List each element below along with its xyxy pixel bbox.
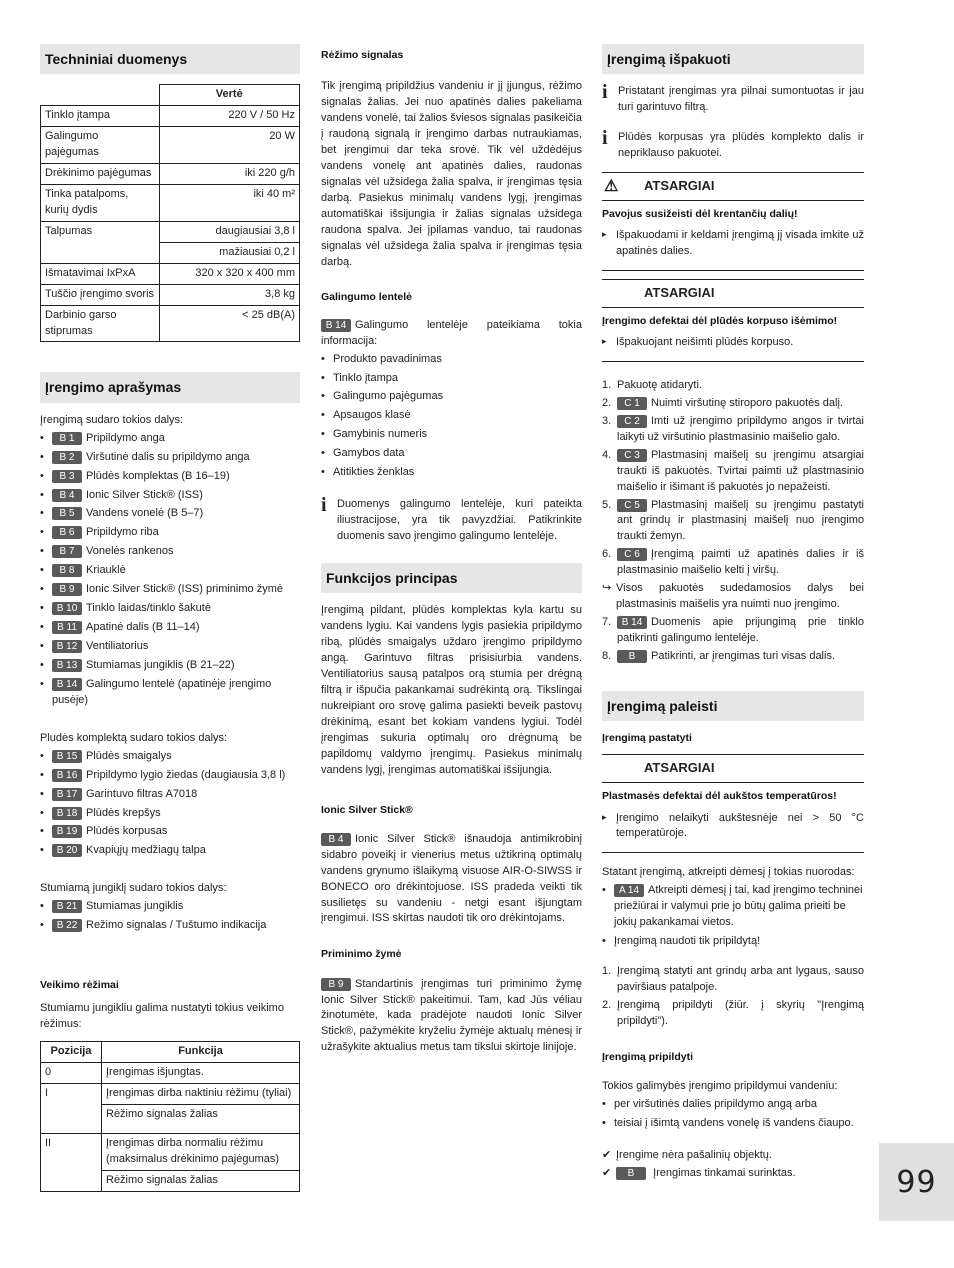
figure-tag: B 19 xyxy=(52,825,82,838)
page-number-box xyxy=(879,1143,954,1221)
step-text: Įrengimą paimti už apatinės dalies ir iš plastmasinio maišelio kelti į viršų. xyxy=(617,548,864,577)
step-number: 1. xyxy=(602,965,612,978)
desc-intro: Stumiamą jungiklį sudaro tokios dalys: xyxy=(40,882,227,895)
caution-subtitle: Įrengimo defektai dėl plūdės korpuso išėmimo! xyxy=(602,314,838,327)
fill-title: Įrengimą pripildyti xyxy=(602,1050,694,1063)
figure-tag: C 2 xyxy=(617,415,647,428)
modes-intro: Stumiamu jungikliu galima nustatyti tokius veikimo rėžimus: xyxy=(40,1002,284,1031)
step-number: 4. xyxy=(602,448,612,461)
list-item-text: Stumiamas jungiklis xyxy=(86,900,184,913)
list-item-text: Režimo signalas / Tuštumo indikacija xyxy=(86,919,267,932)
figure-tag: C 1 xyxy=(617,397,647,410)
list-item xyxy=(40,431,300,447)
desc-intro: Pludės komplektą sudaro tokios dalys: xyxy=(40,731,228,744)
list-item-text: Pripildymo anga xyxy=(86,431,165,444)
list-item xyxy=(321,352,582,368)
list-item xyxy=(40,601,300,617)
figure-tag: B 14 xyxy=(617,616,647,629)
plate-title: Galingumo lentelė xyxy=(321,291,413,304)
list-item-text: Tinklo laidas/tinklo šakutė xyxy=(86,602,211,615)
check-text: Įrengimas tinkamai surinktas. xyxy=(653,1166,796,1179)
tech-value: 3,8 kg xyxy=(159,284,300,305)
list-item xyxy=(602,883,864,931)
column-left xyxy=(40,44,300,1192)
list-item-text: Ionic Silver Stick® (ISS) xyxy=(86,488,203,501)
step-item xyxy=(602,964,864,996)
caution-list xyxy=(602,228,864,260)
figure-tag: B 12 xyxy=(52,640,82,653)
step-item xyxy=(602,498,864,546)
caution-list xyxy=(602,811,864,843)
tech-value: < 25 dB(A) xyxy=(159,305,300,342)
list-item-text: Produkto pavadinimas xyxy=(333,352,442,365)
list-item-text: Gamybos data xyxy=(333,447,405,460)
modes-table xyxy=(40,1041,300,1192)
list-item-text: Tinklo įtampa xyxy=(333,371,399,384)
step-text: Patikrinti, ar įrengimas turi visas dalis. xyxy=(651,649,836,662)
mode-func: Rėžimo signalas žalias xyxy=(102,1105,300,1134)
figure-tag: B 2 xyxy=(52,451,82,464)
list-item-text: Ventiliatorius xyxy=(86,640,149,653)
list-item xyxy=(321,446,582,462)
list-item-text: Vonelės rankenos xyxy=(86,545,174,558)
fill-intro: Tokios galimybės įrengimo pripildymui vandeniu: xyxy=(602,1080,838,1093)
tech-label: Tinka patalpoms, kurių dydis xyxy=(41,184,160,221)
step-number: 7. xyxy=(602,616,612,629)
signal-title: Rėžimo signalas xyxy=(321,49,404,61)
info-note xyxy=(321,494,582,545)
list-item-text: Viršutinė dalis su pripildymo anga xyxy=(86,450,250,463)
list-item xyxy=(40,620,300,636)
figure-tag: B 9 xyxy=(321,978,351,991)
step-item xyxy=(602,396,864,412)
place-steps xyxy=(602,964,864,1030)
figure-tag: B 17 xyxy=(52,788,82,801)
column-middle xyxy=(321,44,582,1064)
warning-triangle-icon: ⚠ xyxy=(604,178,619,196)
parts-list xyxy=(40,431,300,709)
step-item xyxy=(602,649,864,665)
list-item-text: Galingumo lentelė (apatinėje įrengimo pusėje) xyxy=(52,677,272,706)
figure-tag: B 13 xyxy=(52,659,82,672)
list-item xyxy=(40,768,300,784)
list-item-text: Apatinė dalis (B 11–14) xyxy=(86,621,200,634)
rem-title: Priminimo žymė xyxy=(321,948,402,961)
list-item-text: Gamybinis numeris xyxy=(333,428,428,441)
tech-label: Tuščio įrengimo svoris xyxy=(41,284,160,305)
caution-subtitle: Plastmasės defektai dėl aukštos temperatūros! xyxy=(602,790,837,803)
modes-col-header: Funkcija xyxy=(102,1042,300,1063)
info-text: Pristatant įrengimas yra pilnai sumontuotas ir jau turi garintuvo filtrą. xyxy=(618,85,864,114)
figure-tag: B 8 xyxy=(52,564,82,577)
caution-header xyxy=(602,173,864,201)
figure-tag: B 16 xyxy=(52,769,82,782)
check-text: Įrengime nėra pašalinių objektų. xyxy=(616,1148,772,1161)
info-icon: i xyxy=(602,81,608,104)
tech-value: 320 x 320 x 400 mm xyxy=(159,263,300,284)
mode-pos: I xyxy=(41,1084,102,1134)
figure-tag: A 14 xyxy=(614,884,644,897)
unpack-steps xyxy=(602,378,864,579)
tech-label: Darbinio garso stiprumas xyxy=(41,305,160,342)
caution-item: ▸ Išpakuojant neišimti plūdės korpuso. xyxy=(602,335,864,351)
figure-tag: B 21 xyxy=(52,900,82,913)
tech-value: mažiausiai 0,2 l xyxy=(159,242,300,263)
list-item xyxy=(321,389,582,405)
tech-value: daugiausiai 3,8 l xyxy=(159,221,300,242)
place-title: Įrengimą pastatyti xyxy=(602,732,692,745)
tech-label: Galingumo pajėgumas xyxy=(41,127,160,164)
desc-heading: Įrengimo aprašymas xyxy=(40,372,300,402)
info-icon: i xyxy=(321,494,327,517)
figure-tag: B 18 xyxy=(52,807,82,820)
steps-result: ↪ Visos pakuotės sudedamosios dalys bei plastmasinis maišelis yra nuimti nuo įrengimo. xyxy=(602,581,864,613)
list-item-text: Plūdės smaigalys xyxy=(86,749,172,762)
list-item xyxy=(602,1116,864,1132)
caution-box xyxy=(602,754,864,853)
figure-tag: B 1 xyxy=(52,432,82,445)
list-item xyxy=(40,899,300,915)
caution-item: ▸ Įrengimo nelaikyti aukštesnėje nei > 50 °C temperatūroje. xyxy=(602,811,864,843)
unpack-heading: Įrengimą išpakuoti xyxy=(602,44,864,74)
list-item xyxy=(40,658,300,674)
step-number: 2. xyxy=(602,396,612,409)
place-list xyxy=(602,883,864,950)
func-heading: Funkcijos principas xyxy=(321,563,582,593)
step-item xyxy=(602,378,864,394)
figure-tag: B 14 xyxy=(321,319,351,332)
page-number: 99 xyxy=(896,1165,937,1200)
figure-tag: B 5 xyxy=(52,507,82,520)
figure-tag: B 22 xyxy=(52,919,82,932)
figure-tag: B 7 xyxy=(52,545,82,558)
list-item xyxy=(40,582,300,598)
figure-tag: B 10 xyxy=(52,602,82,615)
caution-header xyxy=(602,280,864,308)
parts-list xyxy=(40,749,300,860)
step-item xyxy=(602,998,864,1030)
step-item xyxy=(602,414,864,446)
figure-tag: B 4 xyxy=(52,489,82,502)
tech-value-header: Vertė xyxy=(159,85,300,106)
rem-text xyxy=(321,977,582,1057)
modes-col-header: Pozicija xyxy=(41,1042,102,1063)
list-item xyxy=(40,488,300,504)
tech-value: iki 220 g/h xyxy=(159,164,300,185)
step-number: 8. xyxy=(602,649,612,662)
mode-func: Įrengimas išjungtas. xyxy=(102,1063,300,1084)
list-item xyxy=(40,639,300,655)
mode-func: Rėžimo signalas žalias xyxy=(102,1170,300,1191)
figure-tag: B 6 xyxy=(52,526,82,539)
list-item-text: Kriauklė xyxy=(86,564,126,577)
figure-tag: B xyxy=(617,650,647,663)
figure-tag: B 4 xyxy=(321,833,351,846)
list-item xyxy=(40,677,300,709)
plate-text-body: Galingumo lentelėje pateikiama tokia informacija: xyxy=(321,318,582,347)
step-item xyxy=(602,448,864,496)
info-note xyxy=(602,81,864,116)
plate-text xyxy=(321,318,582,350)
list-item xyxy=(321,465,582,481)
iss-text-body: Ionic Silver Stick® išnaudoja antimikrobinį sidabro poveikį ir vienerius metus užtikriną optimalų vandens grynumo išlaikymą visuose AIR-O-SIWSS ir BONECO oro drėkintojuose. ISS pradeda veikti tik susilietęs su vandeniu - netgi esant išjungtam įrengimui. ISS skirtas naudoti tik oro drėkintojams. xyxy=(321,832,582,925)
list-item-text: Apsaugos klasė xyxy=(333,409,411,422)
list-item-text: Kvapiųjų medžiagų talpa xyxy=(86,844,206,857)
list-item-text: Plūdės krepšys xyxy=(86,806,161,819)
tech-label: Tinklo įtampa xyxy=(41,106,160,127)
list-item-text: Garintuvo filtras A7018 xyxy=(86,787,198,800)
list-item xyxy=(40,544,300,560)
list-item xyxy=(40,525,300,541)
step-text: Pakuotę atidaryti. xyxy=(617,378,702,391)
figure-tag: B xyxy=(616,1167,646,1180)
tech-label: Išmatavimai IxPxA xyxy=(41,263,160,284)
figure-tag: C 3 xyxy=(617,449,647,462)
list-item-text: Įrengimą naudoti tik pripildytą! xyxy=(614,935,761,948)
list-item xyxy=(40,824,300,840)
place-intro: Statant įrengimą, atkreipti dėmesį į tokias nuorodas: xyxy=(602,866,855,879)
tech-value: iki 40 m² xyxy=(159,184,300,221)
list-item-text: Vandens vonelė (B 5–7) xyxy=(86,507,204,520)
figure-tag: C 6 xyxy=(617,548,647,561)
caution-title: ATSARGIAI xyxy=(644,760,715,776)
step-text: Plastmasinį maišelį su įrengimu atsargiai traukti iš pakuotės. Tvirtai paimti už plastmasinio maišelio ir išimant iš pakuotės jo nepažeisti. xyxy=(617,448,864,493)
step-item xyxy=(602,615,864,647)
list-item xyxy=(40,469,300,485)
step-text: Įrengimą pripildyti (žiūr. į skyrių "Įrengimą pripildyti"). xyxy=(617,998,864,1027)
list-item-text: teisiai į išimtą vandens vonelę iš vandens čiaupo. xyxy=(614,1116,854,1129)
tech-value: 220 V / 50 Hz xyxy=(159,106,300,127)
list-item-text: Plūdės komplektas (B 16–19) xyxy=(86,469,230,482)
list-item xyxy=(321,371,582,387)
caution-subtitle: Pavojus susižeisti dėl krentančių dalių! xyxy=(602,207,798,220)
fill-list xyxy=(602,1097,864,1132)
figure-tag: B 11 xyxy=(52,621,82,634)
list-item xyxy=(321,427,582,443)
caution-title: ATSARGIAI xyxy=(644,178,715,194)
list-item xyxy=(602,934,864,950)
list-item xyxy=(40,749,300,765)
caution-title: ATSARGIAI xyxy=(644,284,715,300)
info-note xyxy=(602,127,864,162)
info-text: Duomenys galingumo lentelėje, kuri pateikta iliustracijose, yra tik pavyzdžiai. Patikrinkite duomenis savo įrengimo galingumo lentelėje. xyxy=(337,498,582,542)
step-text: Plastmasinį maišelį su įrengimu pastatyti ant grindų ir plastmasinį maišelį nuo įrengimo traukti žemyn. xyxy=(617,498,864,543)
step-text: Įrengimą statyti ant grindų arba ant lygaus, sauso paviršiaus patalpoje. xyxy=(617,965,864,993)
list-item xyxy=(40,563,300,579)
list-item xyxy=(40,787,300,803)
mode-func: Įrengimas dirba normaliu rėžimu (maksimalus drėkinimo pajėgumas) xyxy=(102,1134,300,1171)
iss-text xyxy=(321,832,582,928)
step-number: 3. xyxy=(602,414,612,427)
list-item xyxy=(602,1097,864,1113)
signal-text: Tik įrengimą pripildžius vandeniu ir jį įjungus, rėžimo signalas žalias. Jei nuo apatinės dalies pakeliama vandens vonelė, tai žalios šviesos signalas pasikeičia į raudoną signalą ir įrengimo darbas nutraukiamas, bet įrengimui dar teka srovė. Tik vėl uždėdėjus vandens vonelę ant apatinės dalies, raudonas signalas vėl užsidega žalia spalva, ir įrengimas tęsia darbą. Pasiekus minimalų vandens lygį, įrengimas automatiškai išsijungia ir žalias signalas užsidega raudona spalva. Jei įpilamas vanduo, tai raudonas signalas vėl užsidega žalia spalva ir įrengimas tęsia darbą. xyxy=(321,80,582,268)
list-item-text: Stumiamas jungiklis (B 21–22) xyxy=(86,658,235,671)
list-item-text: Atitikties ženklas xyxy=(333,466,415,479)
caution-box xyxy=(602,279,864,362)
step-text: Nuimti viršutinę stiroporo pakuotės dalį. xyxy=(651,396,843,409)
plate-list xyxy=(321,352,582,482)
mode-pos: 0 xyxy=(41,1063,102,1084)
list-item xyxy=(40,918,300,934)
list-item-text: per viršutinės dalies pripildymo angą arba xyxy=(614,1097,817,1110)
tech-label: Talpumas xyxy=(41,221,160,263)
caution-header xyxy=(602,755,864,783)
list-item xyxy=(40,450,300,466)
step-number: 1. xyxy=(602,378,612,391)
parts-list xyxy=(40,899,300,934)
list-item-text: Galingumo pajėgumas xyxy=(333,390,444,403)
mode-func: Įrengimas dirba naktiniu rėžimu (tyliai) xyxy=(102,1084,300,1105)
list-item-text: Atkreipti dėmesį į tai, kad įrengimo techninei priežiūrai ir valymui prie jo būtų galima prieiti be jokių pakankamai vietos. xyxy=(614,884,863,929)
tech-value: 20 W xyxy=(159,127,300,164)
list-item-text: Pripildymo riba xyxy=(86,526,159,539)
figure-tag: B 15 xyxy=(52,750,82,763)
modes-title: Veikimo rėžimai xyxy=(40,979,119,992)
step-item xyxy=(602,547,864,579)
step-number: 2. xyxy=(602,998,612,1011)
list-item-text: Plūdės korpusas xyxy=(86,825,168,838)
iss-title: Ionic Silver Stick® xyxy=(321,803,413,816)
list-item-text: Ionic Silver Stick® (ISS) priminimo žymė xyxy=(86,583,283,596)
figure-tag: B 20 xyxy=(52,844,82,857)
desc-intro: Įrengimą sudaro tokios dalys: xyxy=(40,413,184,426)
step-number: 5. xyxy=(602,498,612,511)
caution-box xyxy=(602,172,864,271)
list-item xyxy=(40,506,300,522)
unpack-steps xyxy=(602,615,864,665)
figure-tag: B 3 xyxy=(52,470,82,483)
tech-label: Drėkinimo pajėgumas xyxy=(41,164,160,185)
step-number: 6. xyxy=(602,548,612,561)
caution-list xyxy=(602,335,864,351)
list-item-text: Pripildymo lygio žiedas (daugiausia 3,8 l) xyxy=(86,768,286,781)
func-text: Įrengimą pildant, plūdės komplektas kyla kartu su vandens lygiu. Kai vandens lygis pasiekia pripildymo ribą, plūdės smaigalys uždaro įrengimo pripildymo angą. Garintuvo filtras prisisiurbia vandens. Ventiliatorius sausą patalpos orą stumia per drėgną filtrą ir išpučia pakankamai sudrėkintą orą. Tikslingai nukreipiant oro srovę galima pasiekti beveik pastovų drėkinimą, esant bet kokiam vandens lygiui. Todėl įrengimas sukuria optimalų oro drėgnumą be papildomų valdymo įrengimų. Pasiekus minimalų vandens lygį, įrengimas automatiškai išsijungia. xyxy=(321,604,582,776)
tech-heading: Techniniai duomenys xyxy=(40,44,300,74)
list-item xyxy=(321,408,582,424)
figure-tag: B 9 xyxy=(52,583,82,596)
column-right xyxy=(602,44,864,1184)
step-text: Duomenis apie prijungimą prie tinklo patikrinti galingumo lentelėje. xyxy=(617,616,864,645)
mode-pos: II xyxy=(41,1134,102,1192)
caution-item: ▸ Išpakuodami ir keldami įrengimą jį visada imkite už apatinės dalies. xyxy=(602,228,864,260)
figure-tag: C 5 xyxy=(617,499,647,512)
list-item xyxy=(40,806,300,822)
info-text: Plūdės korpusas yra plūdės komplekto dalis ir nepriklauso pakuotei. xyxy=(618,131,864,160)
step-text: Imti už įrengimo pripildymo angos ir tvirtai laikyti už viršutinio plastmasinio maišelio galo. xyxy=(617,414,864,443)
check-item xyxy=(602,1148,864,1164)
check-item xyxy=(602,1166,864,1182)
list-item xyxy=(40,843,300,859)
figure-tag: B 14 xyxy=(52,678,82,691)
info-icon: i xyxy=(602,127,608,150)
rem-text-body: Standartinis įrengimas turi priminimo žymę Ionic Silver Stick® pakeitimui. Tam, kad Jūs véliau žinotumėte, kada pradėjote naudoti Ionic Silver Stick®, pažymėkite kryželiu žymėje aktualų mėnesį ir užrašykite aktualius metus tam tikslui skirtoje linijoje. xyxy=(321,977,582,1054)
start-heading: Įrengimą paleisti xyxy=(602,691,864,721)
tech-table xyxy=(40,84,300,342)
